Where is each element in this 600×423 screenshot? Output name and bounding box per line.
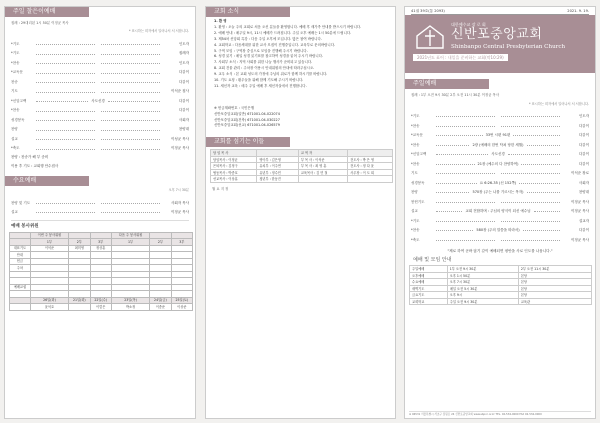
panel-cover — [404, 6, 596, 419]
duty-name-cell — [69, 304, 90, 311]
sunday-item-leader: 다같이 — [578, 228, 589, 233]
sunday-item-leader: 이석준 장로 — [570, 171, 589, 176]
duty-cell: 이석준 — [30, 245, 68, 252]
duty-date-cell: 21일(화) — [69, 297, 90, 304]
duty-cell: 최미영 — [69, 245, 90, 252]
sunday-order-list — [405, 112, 595, 245]
leader-dots — [108, 100, 160, 102]
leader-dots — [101, 72, 160, 74]
leader-dots — [501, 125, 560, 127]
staff-cell — [298, 176, 347, 183]
staff-cell: 청년부 : 한동진 — [257, 176, 299, 183]
staff-header-cell: 교 역 자 — [298, 150, 347, 157]
leader-dots — [519, 182, 560, 184]
divider — [11, 220, 189, 221]
evening-row — [5, 68, 195, 78]
evening-item-label: *축도 — [11, 146, 20, 151]
leader-dots — [101, 138, 160, 140]
evening-item-label: 기도 — [11, 89, 18, 94]
account-info — [214, 106, 387, 128]
sunday-item-leader: 이정균 목사 — [570, 209, 589, 214]
leader-dots — [436, 134, 483, 136]
leader-dots — [513, 134, 560, 136]
wednesday-row — [5, 208, 195, 218]
sunday-standing-note: * 표시하는 회자에서 일어나서 서 서합니다. — [528, 101, 589, 106]
schedule-cell: 오후 1시 50분 — [447, 272, 518, 279]
leader-dots — [36, 72, 95, 74]
schedule-cell: 새벽기도 — [410, 285, 448, 292]
leader-dots — [436, 220, 495, 222]
schedule-row — [410, 298, 592, 305]
news-item: 5. 구역 모임 : 구역장 중심으로 모임을 진행해 주시기 바랍니다. — [214, 48, 308, 53]
duty-subheader-cell: 3부 — [171, 239, 192, 246]
leader-dots — [36, 91, 95, 93]
evening-row — [5, 87, 195, 97]
news-item: 4. 교회학교 : 다음세대를 위한 교사 모집이 진행중입니다. 교육부로 문의바랍니다. — [214, 42, 336, 47]
sunday-item-content: 21장 (예수의 다 찬양하여) — [477, 161, 519, 166]
sunday-item-content: 570장 (주는 나를 기르시는 목자) — [472, 190, 524, 195]
church-name-korean: 신반포중앙교회 — [451, 27, 543, 43]
sunday-row — [405, 169, 595, 179]
leader-dots — [534, 210, 560, 212]
annual-theme: 2021년도 표어 : 내일을 준비하는 교회(막10:29) — [413, 54, 508, 61]
evening-item-leader: 사회자 — [178, 117, 189, 122]
evening-item-label: 찬송 — [11, 79, 18, 84]
schedule-cell: 1부 오전 9시 30분 — [447, 266, 518, 273]
schedule-cell: 교육관 — [518, 298, 591, 305]
staff-cell: 교육목사 : 김 민 철 — [298, 169, 347, 176]
duty-name-cell: 이상준 — [171, 304, 192, 311]
evening-item-content: 사도신경 — [91, 98, 105, 103]
leader-dots — [101, 62, 160, 64]
sunday-service-title: 주일예배 — [405, 79, 489, 89]
leader-dots — [436, 210, 462, 212]
sunday-item-leader: 이정균 목사 — [570, 237, 589, 242]
leader-dots — [436, 229, 473, 231]
leader-dots — [36, 110, 95, 112]
leader-dots — [101, 148, 160, 150]
church-logo — [413, 22, 587, 50]
leader-dots — [436, 115, 495, 117]
duty-subheader-cell: 3부 — [90, 239, 111, 246]
standing-note: * 표시하는 회자에서 일어나서 서 서합니다. — [128, 29, 189, 34]
duty-table — [9, 232, 193, 311]
evening-officiant: 집례 : 29대리된 1시 50분 이정균 목사 — [11, 21, 69, 25]
duty-cell: 헌금 — [10, 258, 31, 265]
news-item: 9. 교우 소식 : 본 교회 성도의 가정에 주님의 위로가 함께 하시기를 바랍니다. — [214, 72, 328, 76]
staff-cell: 사무장 : 이 도 희 — [348, 169, 393, 176]
sunday-row — [405, 140, 595, 150]
sunday-row — [405, 112, 595, 122]
duty-cell: 예배교섭 — [10, 284, 31, 291]
sunday-item-leader: 다같이 — [578, 142, 589, 147]
sunday-row — [405, 188, 595, 198]
schedule-cell: 주일예배 — [410, 266, 448, 273]
duty-cell: 정상훈 — [90, 245, 111, 252]
sunday-item-leader: 찬양대 — [578, 190, 589, 195]
evening-item-leader: 인도자 — [178, 60, 189, 65]
evening-item-label: 성경봉독 — [11, 117, 25, 122]
staff-cell: 담임목사 : 이정균 — [211, 156, 257, 163]
sunday-row — [405, 121, 595, 131]
evening-item-label: *기도 — [11, 51, 20, 56]
church-address: ※ 06531 서울특별시 서초구 잠원로 24 신반포중앙교회 www.sbpcc.or.kr TEL. 02-534-0000 FAX 02-534-0000 — [409, 411, 591, 416]
evening-item-leader: 이성균 목사 — [170, 136, 189, 141]
duty-name-cell: 윤석호 — [30, 304, 68, 311]
news-list — [214, 25, 387, 88]
leader-dots — [101, 81, 160, 83]
duty-subheader-cell: 1부 — [111, 239, 149, 246]
evening-item-label: *찬송 — [11, 60, 20, 65]
evening-item-leader: 다같이 — [178, 70, 189, 75]
leader-dots — [436, 201, 495, 203]
schedule-cell: 매일 오전 5시 30분 — [447, 285, 518, 292]
duty-name-cell — [10, 304, 31, 311]
sunday-row — [405, 197, 595, 207]
evening-item-leader: 다같이 — [178, 108, 189, 113]
account-line: 신반포중앙교회(건축) 671001-04-030227 — [214, 117, 280, 122]
panel-news — [205, 6, 396, 419]
sunday-item-label: 성경봉독 — [411, 180, 425, 185]
leader-dots — [527, 191, 560, 193]
sunday-item-content: 580장 (주의 말씀을 따라서) — [476, 228, 520, 233]
offering-note: 찬양 : 찬송가 해 부 준비 — [11, 155, 49, 160]
sunday-item-leader: 설교자 — [578, 218, 589, 223]
duty-name-cell: 이종준 — [150, 304, 171, 311]
evening-item-leader: 집례자 — [178, 51, 189, 56]
evening-row — [5, 39, 195, 49]
news-item: 6. 성경 읽기 : 매일 성경 읽기표를 참고하여 성경을 읽어 주시기 바랍니다. — [214, 54, 324, 59]
leader-dots — [36, 81, 95, 83]
evening-row — [5, 58, 195, 68]
sunday-row — [405, 207, 595, 217]
schedule-cell: 본당 — [518, 292, 591, 299]
leader-dots — [36, 129, 95, 131]
duty-cell: 안내 — [10, 252, 31, 259]
leader-dots — [36, 211, 95, 213]
sunday-row — [405, 159, 595, 169]
sunday-item-label: *기도 — [411, 114, 420, 119]
news-heading: 1. 환 영 — [214, 19, 227, 23]
staff-cell: 영아부 : 김은영 — [257, 156, 299, 163]
panel-evening-service — [4, 6, 196, 419]
leader-dots — [101, 91, 160, 93]
leader-dots — [501, 220, 560, 222]
schedule-cell: 본당 — [518, 272, 591, 279]
schedule-cell: 오후예배 — [410, 272, 448, 279]
duty-date-cell: 25일(토) — [171, 297, 192, 304]
sunday-item-content: 교회 전합하며 : 주님의 양식이 되신 예수님 — [465, 209, 531, 214]
sunday-item-content: 2장 (예배의 한번 닥쳐 당한 세월) — [472, 142, 524, 147]
schedule-cell: 본당 — [518, 285, 591, 292]
closing-verse: "제로 하여 곧바 않기 같이 예배되면 평안을 사로 인도를 나옵니다." — [447, 248, 553, 253]
news-item: 8. 교회 건물 관리 : 주차장 이용시 안내위원의 안내에 따라주십시오. — [214, 66, 315, 71]
wednesday-item-leader: 이정균 목사 — [170, 210, 189, 215]
sunday-item-leader: 사회자 — [578, 180, 589, 185]
duty-header-cell: 다음 주 봉사위원 — [111, 232, 149, 239]
leader-dots — [436, 239, 495, 241]
leader-dots — [501, 201, 560, 203]
schedule-cell: 교회학교 — [410, 298, 448, 305]
sunday-item-content: 33번 시편 91편 — [485, 133, 511, 138]
leader-dots — [36, 100, 88, 102]
sunday-item-label: *교독문 — [411, 133, 423, 138]
evening-item-leader: 이석준 집사 — [170, 89, 189, 94]
leader-dots — [36, 119, 95, 121]
news-item: 2. 예배 안내 : 매주일 9시, 11시 예배가 드려집니다. 주일 오후 예배는 1시 50분에 드립니다. — [214, 31, 352, 36]
sunday-item-leader: 다같이 — [578, 123, 589, 128]
leader-dots — [101, 53, 160, 55]
staff-cell: 선교목사 : 이상훈 — [211, 176, 257, 183]
sunday-item-label: *찬송 — [411, 142, 420, 147]
evening-row — [5, 106, 195, 116]
schedule-cell: 주일 오전 9시 30분 — [447, 298, 518, 305]
evening-row — [5, 125, 195, 135]
wednesday-row — [5, 198, 195, 208]
wednesday-item-leader: 사회자 목사 — [170, 200, 189, 205]
sunday-item-leader: 이정균 목사 — [570, 199, 589, 204]
schedule-cell: 오후 9시 — [447, 292, 518, 299]
duty-name-row — [10, 304, 193, 311]
account-line: 신반포중앙교회(일반) 671001-04-022074 — [214, 111, 280, 116]
news-item: 10. 기도 요청 : 환우들을 위해 함께 기도해 주시기 바랍니다. — [214, 77, 304, 82]
evening-row — [5, 96, 195, 106]
leader-dots — [36, 62, 95, 64]
duty-subheader-cell: 2부 — [69, 239, 90, 246]
leader-dots — [101, 43, 160, 45]
sunday-item-content: 요 6:26-35 (신 152쪽) — [479, 180, 517, 185]
duty-cell: 주차 — [10, 265, 31, 272]
sunday-item-label: 기도 — [411, 171, 418, 176]
leader-dots — [36, 202, 95, 204]
evening-item-leader: 다같이 — [178, 98, 189, 103]
evening-row — [5, 77, 195, 87]
staff-title: 교회를 섬기는 이들 — [206, 137, 290, 147]
wednesday-time: 오후 7시 30분 — [168, 188, 189, 192]
duty-name-cell: 이렇은 — [90, 304, 111, 311]
evening-service-title: 주일 찰은이예배 — [5, 7, 89, 17]
leader-dots — [527, 144, 560, 146]
sunday-times: 집례 : 1부 오전 9시 30분 2부 오전 11시 30분 이정균 목사 — [411, 93, 500, 98]
sunday-item-leader: 인도자 — [578, 114, 589, 119]
church-header — [405, 15, 595, 73]
leader-dots — [436, 182, 477, 184]
wednesday-item-label: 찬양 및 기도 — [11, 200, 31, 205]
masthead — [405, 7, 595, 75]
staff-row — [211, 176, 393, 183]
duty-date-cell: 22일(수) — [90, 297, 111, 304]
sunday-item-label: *찬송 — [411, 123, 420, 128]
leader-dots — [36, 148, 95, 150]
denomination-1: 대한예수교 — [451, 22, 471, 28]
news-item: 7. 사회부 소식 : 지역 사회를 위한 나눔 행사가 준비되고 있습니다. — [214, 60, 313, 65]
sunday-item-label: 찬양 — [411, 190, 418, 195]
sunday-item-leader: 다같이 — [578, 133, 589, 138]
leader-dots — [521, 163, 560, 165]
service-schedule-table — [409, 265, 592, 305]
staff-cell: 협동목사 : 박종호 — [211, 169, 257, 176]
church-names — [451, 22, 565, 50]
leader-dots — [36, 138, 95, 140]
leader-dots — [501, 115, 560, 117]
schedule-cell: 수요예배 — [410, 279, 448, 286]
sunday-item-label: 봉헌기도 — [411, 199, 425, 204]
leader-dots — [101, 119, 160, 121]
staff-footer: 월 요 지 정 — [212, 186, 229, 191]
denomination-2: 장 로 회 — [471, 22, 486, 28]
leader-dots — [501, 239, 560, 241]
staff-cell: 전도사 : 정 다 윤 — [348, 163, 393, 170]
evening-item-label: *찬송 — [11, 108, 20, 113]
news-item: 3. 제54차 신앙회 특강 : 다음 주일 오후에 모입니다. 많은 참여 바랍니다. — [214, 36, 322, 41]
leader-dots — [36, 43, 95, 45]
schedule-cell: 금요기도 — [410, 292, 448, 299]
sunday-item-label: *찬송 — [411, 161, 420, 166]
leader-dots — [436, 153, 488, 155]
evening-item-leader: 인도자 — [178, 41, 189, 46]
sunday-row — [405, 178, 595, 188]
leader-dots — [436, 125, 495, 127]
leader-dots — [101, 202, 160, 204]
schedule-title: 예배 및 모임 안내 — [413, 257, 452, 264]
evening-row — [5, 115, 195, 125]
staff-table — [210, 149, 393, 183]
evening-item-label: *신앙고백 — [11, 98, 27, 103]
duty-date-cell: 23일(목) — [111, 297, 149, 304]
wednesday-service-title: 수요예배 — [5, 176, 89, 186]
duty-subheader-cell: 1부 — [30, 239, 68, 246]
sunday-item-content: 사도신경 — [491, 152, 505, 157]
leader-dots — [436, 191, 469, 193]
church-emblem-icon — [413, 24, 447, 50]
duty-title: 예배 봉사위원 — [11, 224, 39, 229]
leader-dots — [101, 129, 160, 131]
sunday-row — [405, 235, 595, 245]
sunday-item-leader: 다같이 — [578, 152, 589, 157]
schedule-cell: 오후 7시 30분 — [447, 279, 518, 286]
sunday-item-label: 설교 — [411, 209, 418, 214]
sunday-item-label: *기도 — [411, 218, 420, 223]
evening-item-label: *교독문 — [11, 70, 23, 75]
sunday-row — [405, 216, 595, 226]
account-line: 신반포중앙교회(선교) 671001-04-026579 — [214, 123, 280, 128]
evening-order-list — [5, 39, 195, 153]
evening-row — [5, 134, 195, 144]
news-title: 교회 소식 — [206, 7, 290, 17]
leader-dots — [101, 110, 160, 112]
duty-header-cell: 이번 주 봉사위원 — [30, 232, 68, 239]
sunday-item-label: *축도 — [411, 237, 420, 242]
leader-dots — [501, 172, 560, 174]
staff-cell — [348, 176, 393, 183]
account-line: ※ 헌금계좌번호 : 국민은행 — [214, 105, 254, 110]
evening-row — [5, 49, 195, 59]
news-body — [206, 17, 395, 131]
duty-cell: 대표기도 — [10, 245, 31, 252]
evening-item-leader: 찬양대 — [178, 127, 189, 132]
news-item: 11. 새신자 교육 : 매주 주일 예배 후 새신자실에서 진행합니다. — [214, 83, 307, 88]
news-item: 1. 환영 : 오늘 주의 교회로 처음 오신 분들을 환영합니다. 예배 후 새가족 안내를 받으시기 바랍니다. — [214, 25, 362, 30]
offering-prayer: 이용 후 기도 : 교회행 안수집사 — [11, 163, 59, 168]
duty-name-cell: 박소정 — [111, 304, 149, 311]
sunday-row — [405, 150, 595, 160]
issue-date: 2021. 9. 19. — [567, 9, 589, 13]
staff-cell: 유년부 : 정수민 — [257, 169, 299, 176]
sunday-row — [405, 131, 595, 141]
evening-item-leader: 다같이 — [178, 79, 189, 84]
staff-cell: 전도사 : 박 은 영 — [348, 156, 393, 163]
staff-cell: 부 목 사 : 최 영 훈 — [298, 163, 347, 170]
church-name-english: Shinbanpo Central Presbyterian Church — [451, 43, 566, 50]
issue-number: 41권 39호(통 2093) — [411, 9, 445, 13]
leader-dots — [508, 153, 560, 155]
evening-item-label: *기도 — [11, 41, 20, 46]
leader-dots — [523, 229, 560, 231]
duty-subheader-cell: 2부 — [150, 239, 171, 246]
staff-header-cell: 담 임 목 사 — [211, 150, 257, 157]
wednesday-item-label: 설교 — [11, 210, 18, 215]
evening-item-label: 설교 — [11, 136, 18, 141]
wednesday-order-list — [5, 198, 195, 217]
duty-date-cell: 26일(화) — [30, 297, 68, 304]
evening-row — [5, 144, 195, 154]
evening-item-label: 찬양 — [11, 127, 18, 132]
leader-dots — [36, 53, 95, 55]
sunday-item-leader: 다같이 — [578, 161, 590, 166]
leader-dots — [101, 211, 160, 213]
duty-date-cell: 24일(금) — [150, 297, 171, 304]
leader-dots — [436, 163, 475, 165]
staff-cell: 부 목 사 : 이석준 — [298, 156, 347, 163]
leader-dots — [436, 144, 469, 146]
sunday-item-label: *신앙고백 — [411, 152, 427, 157]
schedule-cell: 2부 오전 11시 30분 — [518, 266, 591, 273]
staff-cell: 유치부 : 이주연 — [257, 163, 299, 170]
schedule-cell: 본당 — [518, 279, 591, 286]
evening-item-leader: 이정균 목사 — [170, 146, 189, 151]
sunday-item-label: *찬송 — [411, 228, 420, 233]
leader-dots — [436, 172, 495, 174]
staff-cell: 은퇴목사 : 김정구 — [211, 163, 257, 170]
sunday-row — [405, 226, 595, 236]
